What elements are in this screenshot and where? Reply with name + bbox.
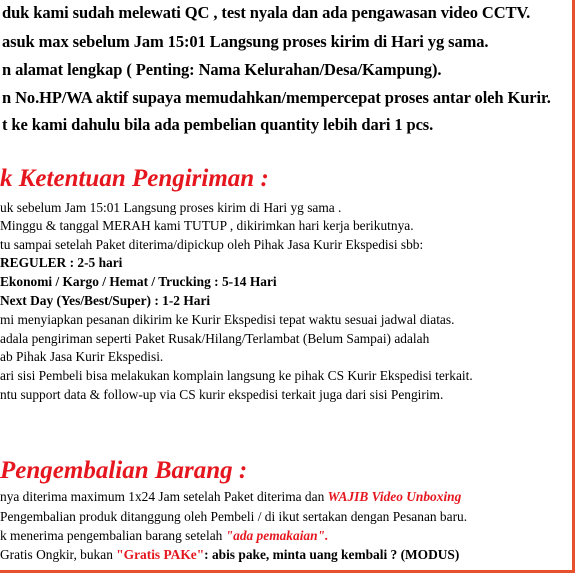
intro-line-3: n alamat lengkap ( Penting: Nama Kelurahan/Desa/Kampung). [2, 60, 442, 79]
service-next-day: Next Day (Yes/Best/Super) : 1-2 Hari [0, 293, 211, 308]
shipping-note-1: mi menyiapkan pesanan dikirim ke Kurir Ekspedisi tepat waktu sesuai jadwal diatas. [0, 312, 455, 327]
intro-line-1: duk kami sudah melewati QC , test nyala dan ada pengawasan video CCTV. [2, 3, 531, 22]
returns-line-4-suffix: : abis pake, minta uang kembali ? (MODUS) [204, 547, 460, 562]
returns-line-3 [0, 529, 328, 542]
returns-line-1-text: nya diterima maximum 1x24 Jam setelah Paket diterima dan [0, 489, 328, 504]
shipping-note-2: adala pengiriman seperti Paket Rusak/Hilang/Terlambat (Belum Sampai) adalah [0, 331, 430, 346]
returns-line-1 [0, 490, 461, 503]
ada-pemakaian-emphasis: "ada pemakaian". [225, 528, 329, 543]
returns-line-4-text: Gratis Ongkir, bukan [0, 547, 117, 562]
intro-line-2: asuk max sebelum Jam 15:01 Langsung proses kirim di Hari yg sama. [2, 32, 489, 51]
intro-line-5: t ke kami dahulu bila ada pembelian quantity lebih dari 1 pcs. [2, 115, 434, 134]
intro-line-4: n No.HP/WA aktif supaya memudahkan/mempercepat proses antar oleh Kurir. [2, 88, 551, 107]
shipping-heading: k Ketentuan Pengiriman : [0, 165, 269, 192]
returns-line-4 [0, 548, 459, 561]
video-unboxing-emphasis: WAJIB Video Unboxing [327, 489, 462, 504]
shipping-line-2: Minggu & tanggal MERAH kami TUTUP , dikirimkan hari kerja berikutnya. [0, 218, 414, 233]
returns-heading: Pengembalian Barang : [0, 457, 248, 484]
shipping-line-1: uk sebelum Jam 15:01 Langsung proses kirim di Hari yg sama . [0, 200, 342, 215]
service-ekonomi: Ekonomi / Kargo / Hemat / Trucking : 5-14 Hari [0, 274, 277, 289]
gratis-pake-emphasis: "Gratis PAKe" [116, 547, 205, 562]
service-reguler: REGULER : 2-5 hari [0, 255, 123, 270]
returns-line-2: Pengembalian produk ditanggung oleh Pembeli / di ikut sertakan dengan Pesanan baru. [0, 509, 468, 524]
shipping-line-3: tu sampai setelah Paket diterima/dipickup oleh Pihak Jasa Kurir Ekspedisi sbb: [0, 237, 424, 252]
shipping-note-5: ntu support data & follow-up via CS kurir ekspedisi terkait juga dari sisi Pengirim. [0, 387, 444, 402]
shipping-note-3: ab Pihak Jasa Kurir Ekspedisi. [0, 349, 164, 364]
shipping-note-4: ari sisi Pembeli bisa melakukan komplain langsung ke pihak CS Kurir Ekspedisi terkait. [0, 368, 473, 383]
returns-line-3-text: k menerima pengembalian barang setelah [0, 528, 226, 543]
